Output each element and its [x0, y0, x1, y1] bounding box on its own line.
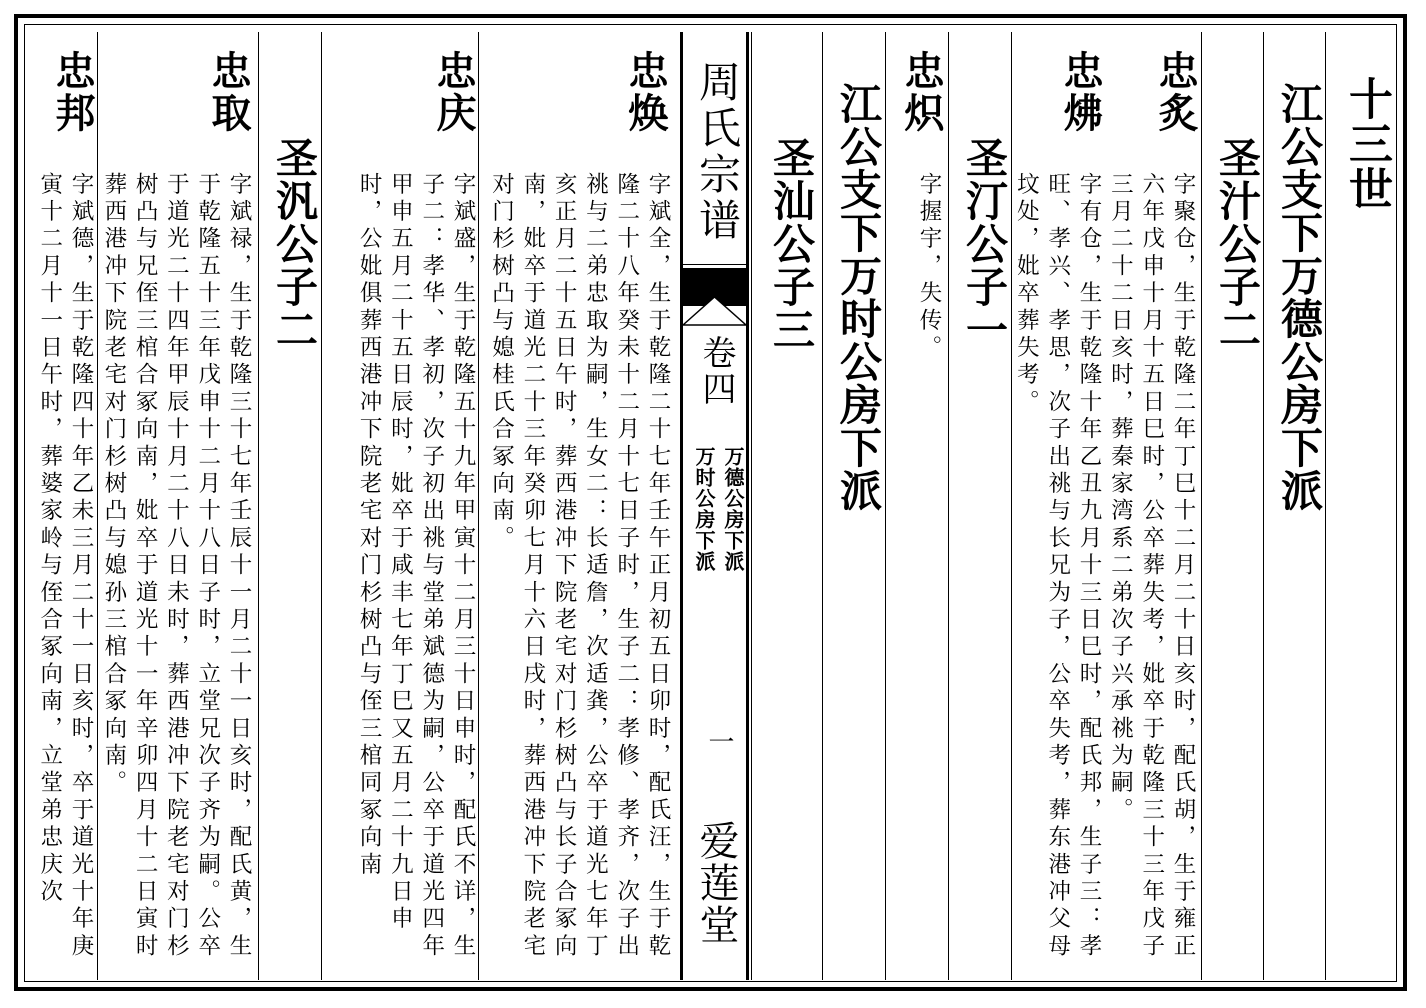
- center-divider-right: [746, 32, 749, 980]
- column-divider: [751, 32, 752, 980]
- volume-number: 卷四: [696, 335, 736, 407]
- person-name: 忠焕: [622, 50, 669, 134]
- section-heading: 圣汀公子一: [960, 136, 1009, 351]
- person-biography: 字斌德，生于乾隆四十年乙未三月二十一日亥时，卒于道光十年庚寅十二月十一日午时，葬婆家岭与侄合冢向南，立堂弟忠庆次: [36, 172, 94, 961]
- center-divider-left: [680, 32, 683, 980]
- generation-title: 十三世: [1341, 76, 1392, 211]
- person-name: 忠邦: [49, 50, 96, 134]
- person-biography: 字聚仓，生于乾隆二年丁巳十二月二十日亥时，配氏胡，生于雍正六年戊申十月十五日巳时，公卒葬失考，妣卒于乾隆三十三年戊子三月二十二日亥时，葬秦家湾系二弟次子兴承祧为嗣。: [1107, 172, 1196, 961]
- section-heading: 圣汎公子二: [270, 136, 319, 351]
- person-name: 忠炽: [898, 50, 945, 134]
- person-biography: 字斌盛，生于乾隆五十九年甲寅十二月三十日申时，配氏不详，生子二：孝华、孝初，次子初出祧与堂弟斌德为嗣，公卒于道光四年甲申五月二十五日辰时，妣卒于咸丰七年丁巳又五月二十九日申时，公妣俱葬西港冲下院老宅对门杉树凸与侄三棺同冢向南: [356, 172, 476, 961]
- person-name: 忠炥: [1057, 50, 1104, 134]
- person-name: 忠炙: [1152, 50, 1199, 134]
- book-title: 周氏宗谱: [693, 60, 742, 244]
- column-divider: [948, 32, 949, 980]
- person-biography: 字斌全，生于乾隆二十七年壬午正月初五日卯时，配氏汪，生于乾隆二十八年癸未十二月十七日子时，生子二：孝修、孝齐，次子出祧与二弟忠取为嗣，生女二：长适詹，次适龚，公卒于道光七年丁亥正月二十五日午时，葬西港冲下院老宅对门杉树凸与长子合冢向南，妣卒于道光二十三年癸卯七月十六日戌时，葬西港冲下院老宅对门杉树凸与媳桂氏合冢向南。: [488, 172, 671, 961]
- section-heading: 圣汕公子三: [767, 136, 816, 351]
- branch-label: 万德公房下派: [721, 446, 745, 572]
- person-biography: 字握宇，失传。: [916, 172, 942, 363]
- column-divider: [321, 32, 322, 980]
- column-divider: [1263, 32, 1264, 980]
- column-divider: [822, 32, 823, 980]
- column-divider: [885, 32, 886, 980]
- column-divider: [1325, 32, 1326, 980]
- person-name: 忠庆: [430, 50, 477, 134]
- branch-heading: 江公支下万时公房下派: [834, 82, 883, 512]
- person-name: 忠取: [205, 50, 252, 134]
- column-divider: [258, 32, 259, 980]
- branch-heading: 江公支下万德公房下派: [1275, 82, 1324, 512]
- branch-label: 万时公房下派: [692, 446, 716, 572]
- spine-chevron-icon: [683, 295, 746, 325]
- person-biography: 字有仓，生于乾隆十年乙丑九月十三日巳时，配氏邦，生子三：孝旺、孝兴、孝思，次子出祧与长兄为子，公卒失考，葬东港冲父母坟处，妣卒葬失考。: [1013, 172, 1102, 961]
- spine-rule: [683, 264, 746, 265]
- column-divider: [478, 32, 479, 980]
- page-number: 一: [704, 728, 734, 754]
- hall-name: 爱莲堂: [693, 820, 739, 946]
- section-heading: 圣汁公子二: [1213, 136, 1262, 351]
- column-divider: [1201, 32, 1202, 980]
- person-biography: 字斌禄，生于乾隆三十七年壬辰十一月二十一日亥时，配氏黄，生于乾隆五十三年戊申十二月十八日子时，立堂兄次子齐为嗣。公卒于道光二十四年甲辰十月二十八日未时，葬西港冲下院老宅对门杉树凸与兄侄三棺合冢向南，妣卒于道光十一年辛卯四月十二日寅时葬西港冲下院老宅对门杉树凸与媳孙三棺合冢向南。: [100, 172, 252, 961]
